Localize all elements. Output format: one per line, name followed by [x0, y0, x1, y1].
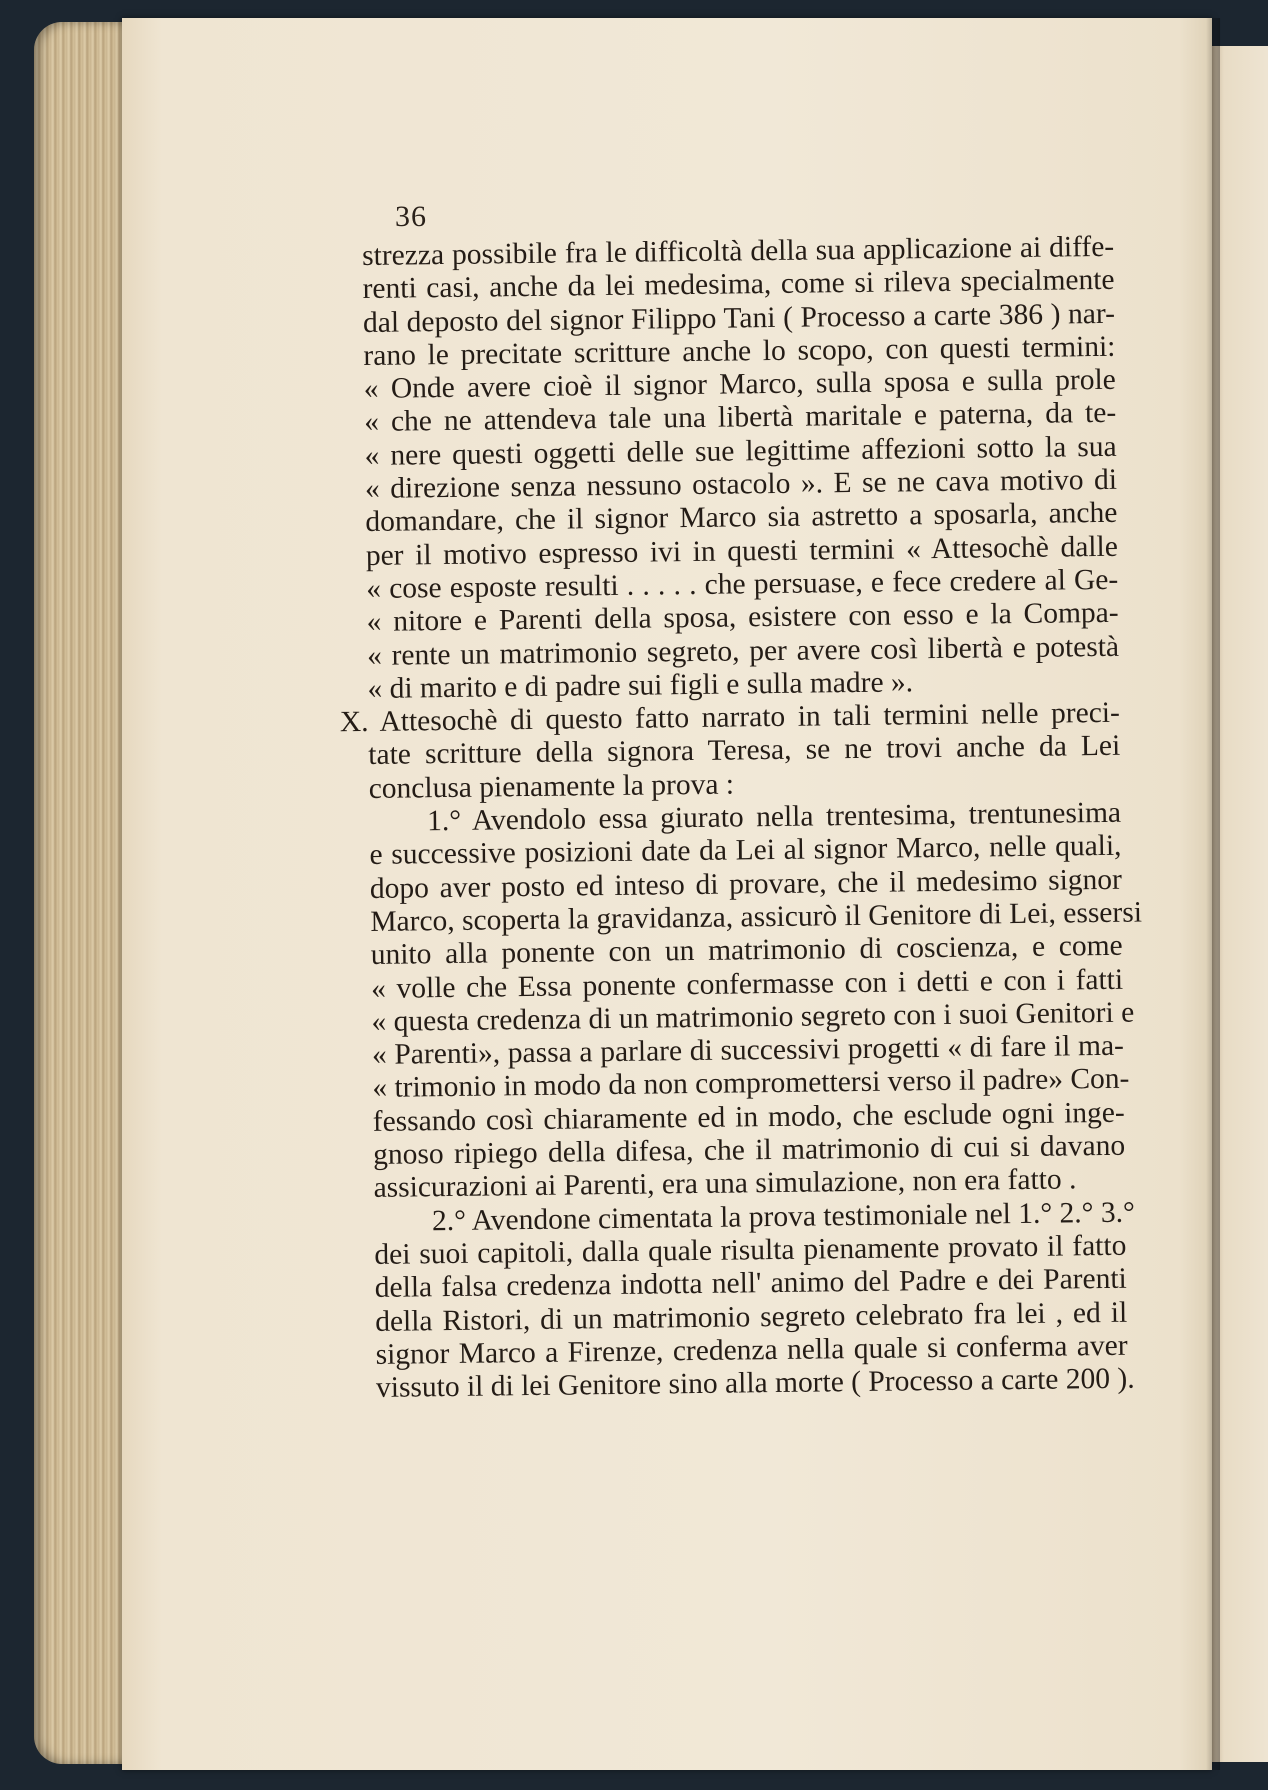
text-line: « direzione senza nessuno ostacolo ». E se ne cava motivo di — [364, 463, 1118, 506]
text-line: dopo aver posto ed inteso di provare, che il medesimo signor — [369, 863, 1123, 905]
text-line: per il motivo espresso ivi in questi termini « Attesochè dalle — [365, 530, 1118, 572]
text-line: vissuto il di lei Genitore sino alla morte ( Processo a carte 200 ). — [375, 1362, 1135, 1405]
text-line: Marco, scoperta la gravidanza, assicurò il Genitore di Lei, essersi — [370, 896, 1143, 938]
text-line: e successive posizioni date da Lei al signor Marco, nelle quali, — [369, 830, 1122, 872]
page-number: 36 — [395, 200, 427, 233]
text-line: renti casi, anche da lei medesima, come si rileva specialmente — [362, 264, 1115, 306]
text-line: « questa credenza di un matrimonio segreto con i suoi Genitori e — [371, 996, 1135, 1038]
text-line: della Ristori, di un matrimonio segreto celebrato fra lei , ed il — [375, 1296, 1128, 1338]
text-line: tate scritture della signora Teresa, se ne trovi anche da Lei — [368, 730, 1121, 772]
text-line: « rente un matrimonio segreto, per avere così libertà e potestà — [366, 630, 1120, 672]
text-line: 1.° Avendolo essa giurato nella trentesima, trentunesima — [426, 796, 1122, 838]
text-line: « nere questi oggetti delle sue legittime affezioni sotto la sua — [364, 430, 1117, 472]
text-line: strezza possibile fra le difficoltà della sua applicazione ai diffe- — [362, 230, 1115, 272]
text-line: « trimonio in modo da non compromettersi verso il padre» Con- — [372, 1063, 1130, 1105]
text-line: della falsa credenza indotta nell' animo del Padre e dei Parenti — [374, 1262, 1127, 1305]
adjacent-page — [1212, 46, 1268, 1762]
gutter-shadow — [1206, 18, 1220, 1770]
text-line: domandare, che il signor Marco sia astretto a sposarla, anche — [365, 497, 1118, 539]
text-line: « nitore e Parenti della sposa, esistere con esso e la Compa- — [366, 597, 1119, 639]
book-page-edges — [34, 22, 130, 1764]
text-line: « che ne attendeva tale una libertà maritale e paterna, da te- — [364, 397, 1117, 439]
text-line: unito alla ponente con un matrimonio di coscienza, e come — [370, 929, 1123, 972]
text-line: X. Attesochè di questo fatto narrato in tali termini nelle preci- — [339, 696, 1121, 739]
text-line: « cose esposte resulti . . . . . che persuase, e fece credere al Ge- — [366, 563, 1119, 605]
text-line: 2.° Avendone cimentata la prova testimoniale nel 1.° 2.° 3.° — [431, 1196, 1135, 1237]
text-line: assicurazioni ai Parenti, era una simulazione, non era fatto . — [373, 1163, 1077, 1205]
body-text — [339, 230, 1143, 1405]
text-line: « volle che Essa ponente confermasse con i detti e con i fatti — [370, 963, 1124, 1005]
text-line: dal deposto del signor Filippo Tani ( Processo a carte 386 ) nar- — [362, 297, 1116, 339]
text-line: rano le precitate scritture anche lo scopo, con questi termini: — [363, 330, 1116, 372]
text-line: conclusa pienamente la prova : — [368, 768, 735, 805]
text-line: signor Marco a Firenze, credenza nella quale si conferma aver — [375, 1329, 1128, 1371]
text-line: fessando così chiaramente ed in modo, che esclude ogni inge- — [372, 1096, 1125, 1138]
text-line: « Parenti», passa a parlare di successivi progetti « di fare il ma- — [371, 1029, 1125, 1072]
text-line: « Onde avere cioè il signor Marco, sulla sposa e sulla prole — [363, 363, 1116, 406]
text-line: dei suoi capitoli, dalla quale risulta pienamente provato il fatto — [374, 1229, 1127, 1271]
text-line: gnoso ripiego della difesa, che il matrimonio di cui si davano — [372, 1129, 1126, 1171]
text-line: « di marito e di padre sui figli e sulla madre ». — [367, 666, 914, 705]
